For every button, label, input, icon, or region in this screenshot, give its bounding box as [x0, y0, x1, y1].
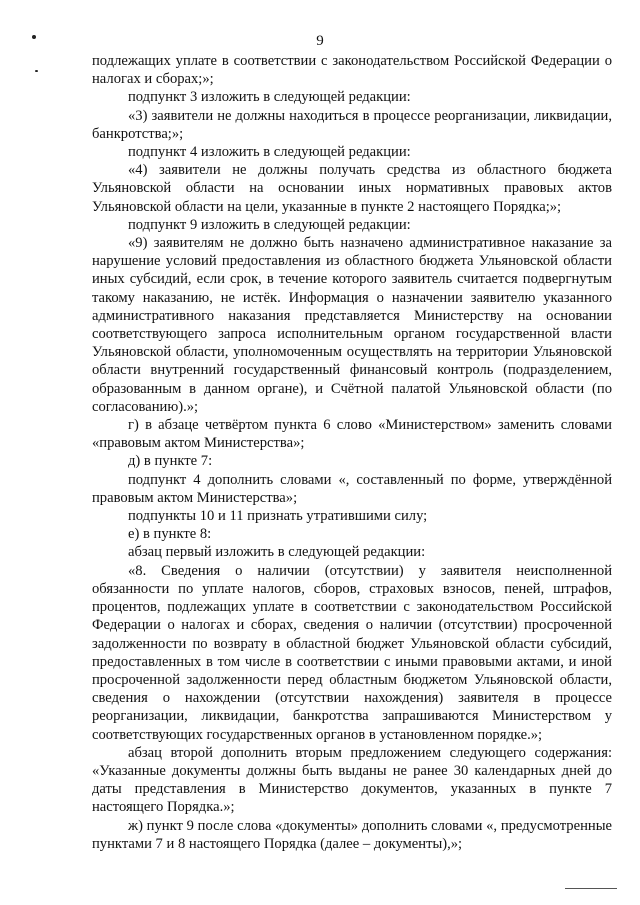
paragraph: г) в абзаце четвёртом пункта 6 слово «Министерством» заменить словами «правовым актом Министерства»; [92, 417, 612, 452]
paragraph: подпункт 4 дополнить словами «, составленный по форме, утверждённой правовым актом Министерства»; [92, 471, 612, 506]
margin-dash-mark [35, 70, 38, 72]
paragraph: подпункты 10 и 11 признать утратившими силу; [128, 508, 428, 525]
paragraph: е) в пункте 8: [128, 526, 212, 543]
paragraph: подпункт 9 изложить в следующей редакции: [128, 216, 411, 233]
footer-rule [565, 888, 617, 889]
paragraph: ж) пункт 9 после слова «документы» дополнить словами «, предусмотренные пунктами 7 и 8 настоящего Порядка (далее – документы),»; [92, 817, 612, 852]
paragraph: подпункт 3 изложить в следующей редакции: [128, 89, 411, 106]
paragraph: абзац второй дополнить вторым предложением следующего содержания: «Указанные документы должны быть выданы не ранее 30 календарных дней до даты представления в Министерство документов, указанных в пункте 7 настоящего Порядка.»; [92, 744, 612, 816]
paragraph: абзац первый изложить в следующей редакции: [128, 544, 426, 561]
paragraph: «4) заявители не должны получать средства из областного бюджета Ульяновской области на основании иных нормативных правовых актов Ульяновской области на цели, указанные в пункте 2 настоящего Порядка;»; [92, 162, 612, 215]
paragraph: д) в пункте 7: [128, 453, 213, 470]
paragraph: подлежащих уплате в соответствии с законодательством Российской Федерации о налогах и сборах;»; [92, 53, 612, 88]
paragraph: подпункт 4 изложить в следующей редакции: [128, 144, 411, 161]
document-body [92, 52, 612, 853]
paragraph: «9) заявителям не должно быть назначено административное наказание за нарушение условий предоставления из областного бюджета Ульяновской области иных субсидий, если срок, в течение которого заявитель считается подвергнутым такому наказанию, не истёк. Информация о назначении заявителю указанного административного наказания представляется Министерству на основании соответствующего запроса исполнительным органом государственной власти Ульяновской области, уполномоченным осуществлять на территории Ульяновской области внутренний государственный финансовый контроль (подразделением, образованным в данном органе), и Счётной палатой Ульяновской области (по согласованию).»; [92, 235, 612, 415]
paragraph: «8. Сведения о наличии (отсутствии) у заявителя неисполненной обязанности по уплате налогов, сборов, страховых взносов, пеней, штрафов, процентов, подлежащих уплате в соответствии с законодательством Российской Федерации о налогах и сборах, сведения о наличии (отсутствии) просроченной задолженности по возврату в областной бюджет Ульяновской области субсидий, предоставленных в том числе в соответствии с иными правовыми актами, и иной просроченной задолженности перед областным бюджетом Ульяновской области, сведения о нахождении (отсутствии нахождения) заявителя в процессе реорганизации, ликвидации, банкротства запрашиваются Министерством у соответствующих государственных органов в установленном порядке.»; [92, 562, 612, 743]
page-number: 9 [316, 33, 324, 49]
paragraph: «3) заявители не должны находиться в процессе реорганизации, ликвидации, банкротства;»; [92, 107, 612, 142]
